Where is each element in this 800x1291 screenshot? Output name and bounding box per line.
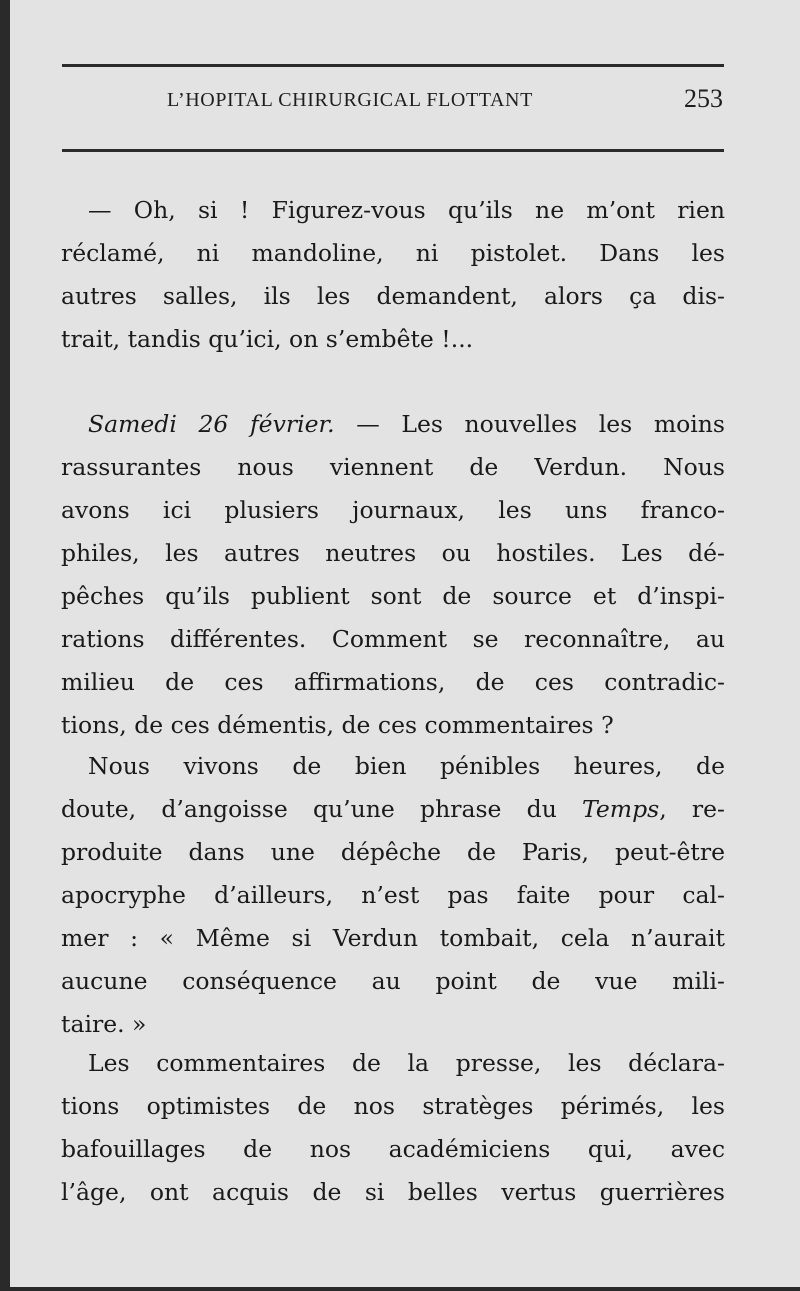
text-line: l’âge, ont acquis de si belles vertus guerrières [61,1178,725,1206]
text-fragment: doute, d’angoisse qu’une phrase du [61,795,583,823]
text-line: philes, les autres neutres ou hostiles. Les dé- [61,539,725,567]
text-line: rations différentes. Comment se reconnaître, au [61,625,725,653]
text-line [61,403,725,446]
newspaper-title: Temps [582,795,660,823]
text-line: avons ici plusiers journaux, les uns franco- [61,496,725,524]
dateline: Samedi 26 février. [88,410,335,438]
paragraph-quotation [61,745,725,1046]
text-fragment: , re- [659,795,725,823]
text-line: — Oh, si ! Figurez-vous qu’ils ne m’ont rien [88,196,725,224]
text-line: produite dans une dépêche de Paris, peut-être [61,838,725,866]
text-line: taire. » [61,1010,147,1038]
text-line: autres salles, ils les demandent, alors ça dis- [61,282,725,310]
text-fragment: — Les nouvelles les moins [334,410,725,438]
paragraph-dated-entry [61,403,725,747]
text-line: mer : « Même si Verdun tombait, cela n’aurait [61,924,725,952]
text-line: aucune conséquence au point de vue mili- [61,967,725,995]
page-number: 253 [684,84,723,113]
text-line: Les commentaires de la presse, les déclara- [88,1049,725,1077]
text-line: réclamé, ni mandoline, ni pistolet. Dans les [61,239,725,267]
text-line: Nous vivons de bien pénibles heures, de [88,752,725,780]
text-line: milieu de ces affirmations, de ces contradic- [61,668,725,696]
text-line: tions, de ces démentis, de ces commentaires ? [61,711,614,739]
text-line [61,788,725,831]
running-title: L’HOPITAL CHIRURGICAL FLOTTANT [167,89,533,111]
text-line: apocryphe d’ailleurs, n’est pas faite pour cal- [61,881,725,909]
paragraph-commentary [61,1042,725,1214]
paragraph-dialogue [61,189,725,361]
header-rule-bottom [62,149,724,152]
text-line: rassurantes nous viennent de Verdun. Nous [61,453,725,481]
text-line: tions optimistes de nos stratèges périmés, les [61,1092,725,1120]
book-page [10,0,800,1287]
header-rule-top [62,64,724,67]
text-line: bafouillages de nos académiciens qui, avec [61,1135,725,1163]
text-line: trait, tandis qu’ici, on s’embête !... [61,325,474,353]
text-line: pêches qu’ils publient sont de source et d’inspi- [61,582,725,610]
